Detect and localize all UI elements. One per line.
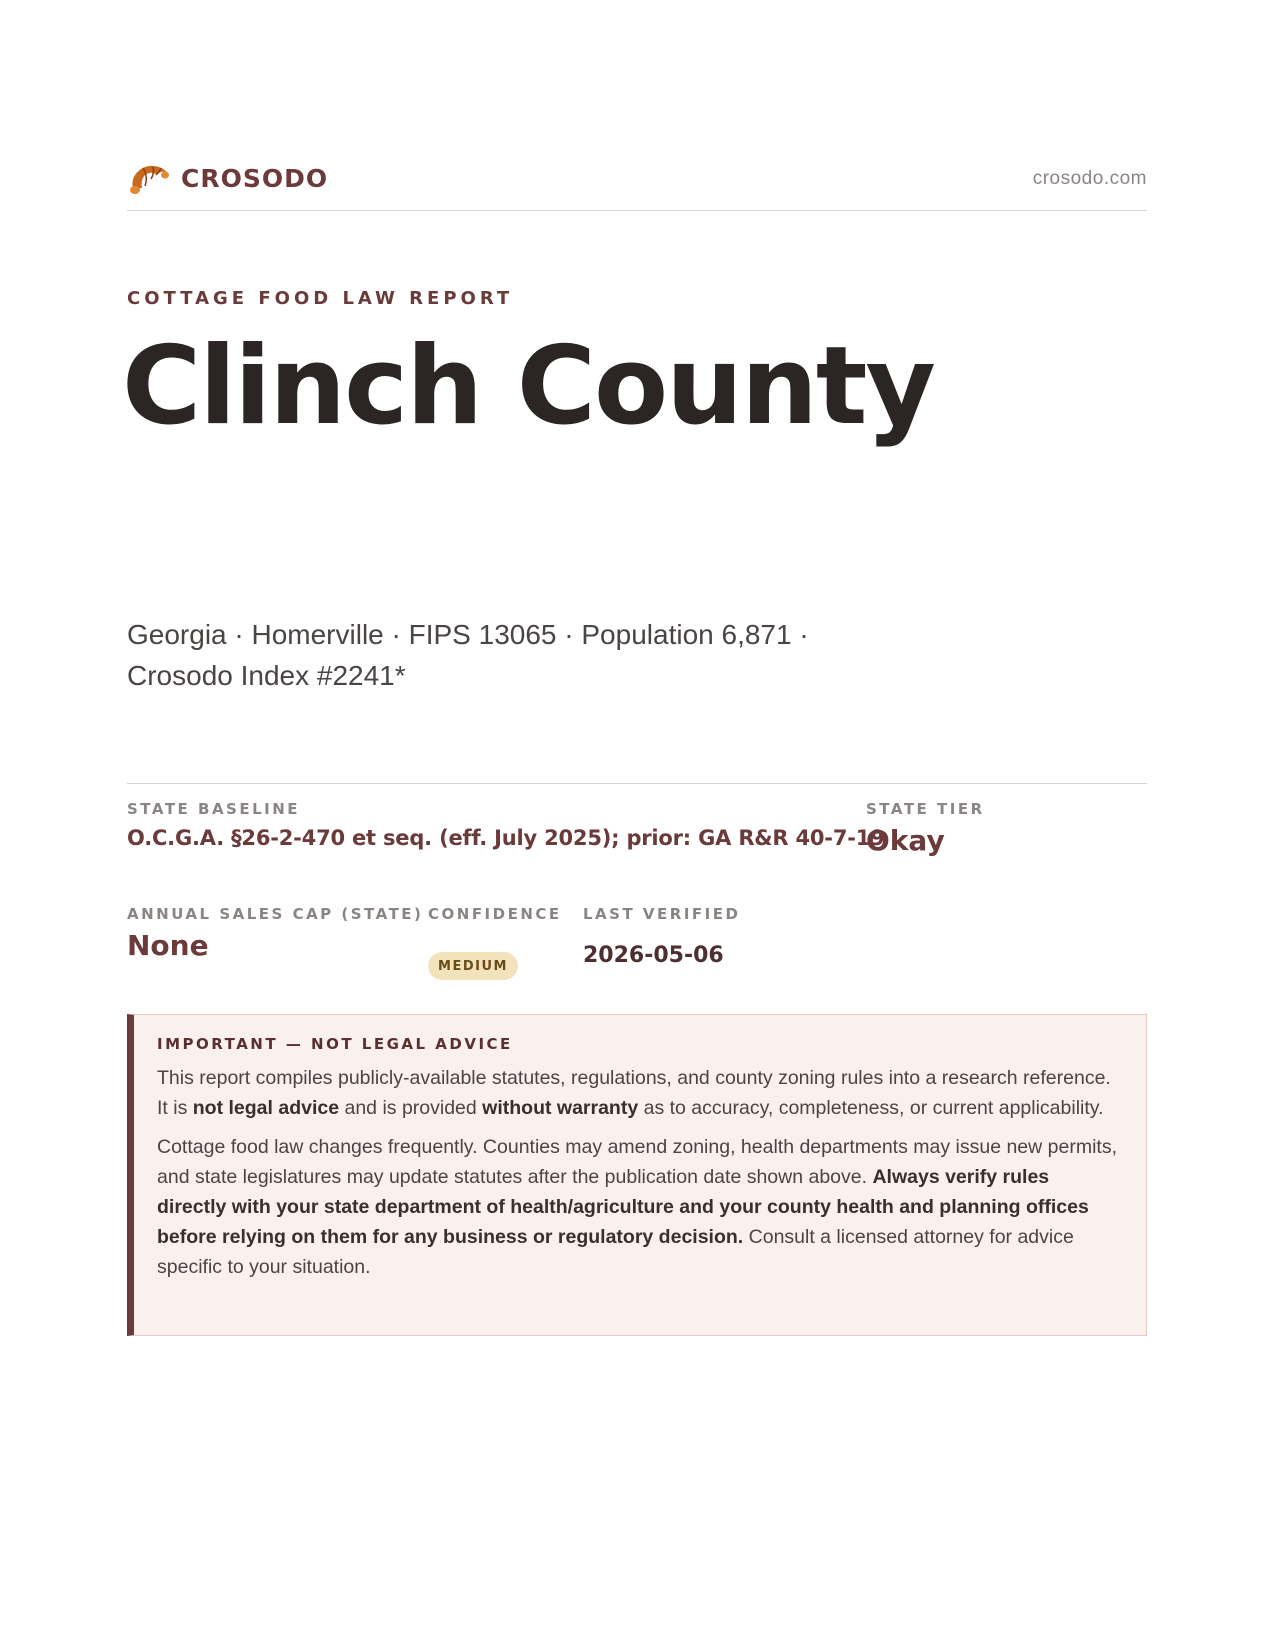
brand-name: CROSODO [181, 163, 329, 193]
notice-emphasis: Always verify rules directly with your state department of health/agriculture and your county health and planning offices before relying on them for any business or regulatory decision. [157, 1166, 1089, 1248]
page-header [127, 158, 1147, 211]
brand[interactable] [127, 158, 328, 198]
sales-cap-label: ANNUAL SALES CAP (STATE) [127, 905, 424, 923]
county-subtitle [127, 614, 887, 696]
state-tier-value: Okay [866, 824, 945, 857]
notice-paragraph-1 [157, 1063, 1120, 1123]
croissant-icon [127, 158, 171, 198]
report-eyebrow: COTTAGE FOOD LAW REPORT [127, 288, 514, 309]
section-divider [127, 783, 1147, 784]
page-title: Clinch County [122, 324, 934, 449]
notice-paragraph-2 [157, 1132, 1120, 1282]
confidence-label: CONFIDENCE [428, 905, 562, 923]
subtitle-line-1: Georgia · Homerville · FIPS 13065 · Population 6,871 · [127, 619, 809, 650]
notice-title: IMPORTANT — NOT LEGAL ADVICE [157, 1035, 513, 1053]
subtitle-line-2: Crosodo Index #2241* [127, 660, 406, 691]
notice-text: This report compiles publicly-available statutes, regulations, and county zoning rules into a research reference. It is [157, 1067, 1111, 1119]
state-baseline-value: O.C.G.A. §26-2-470 et seq. (eff. July 2025); prior: GA R&R 40-7-19 [127, 826, 885, 850]
site-url-link[interactable]: crosodo.com [1032, 168, 1147, 189]
last-verified-value: 2026-05-06 [583, 943, 724, 968]
state-tier-label: STATE TIER [866, 800, 985, 818]
last-verified-label: LAST VERIFIED [583, 905, 741, 923]
state-baseline-label: STATE BASELINE [127, 800, 301, 818]
sales-cap-value: None [127, 929, 209, 962]
notice-emphasis: not legal advice [192, 1097, 340, 1119]
notice-text: Consult a licensed attorney for advice specific to your situation. [157, 1226, 1074, 1278]
notice-text: as to accuracy, completeness, or current applicability. [638, 1097, 1104, 1119]
legal-notice [127, 1014, 1147, 1336]
notice-emphasis: without warranty [482, 1097, 639, 1119]
notice-text: and is provided [339, 1097, 483, 1119]
notice-text: Cottage food law changes frequently. Counties may amend zoning, health departments may issue new permits, and state legislatures may update statutes after the publication date shown above. [157, 1136, 1117, 1188]
confidence-badge: MEDIUM [428, 952, 518, 980]
